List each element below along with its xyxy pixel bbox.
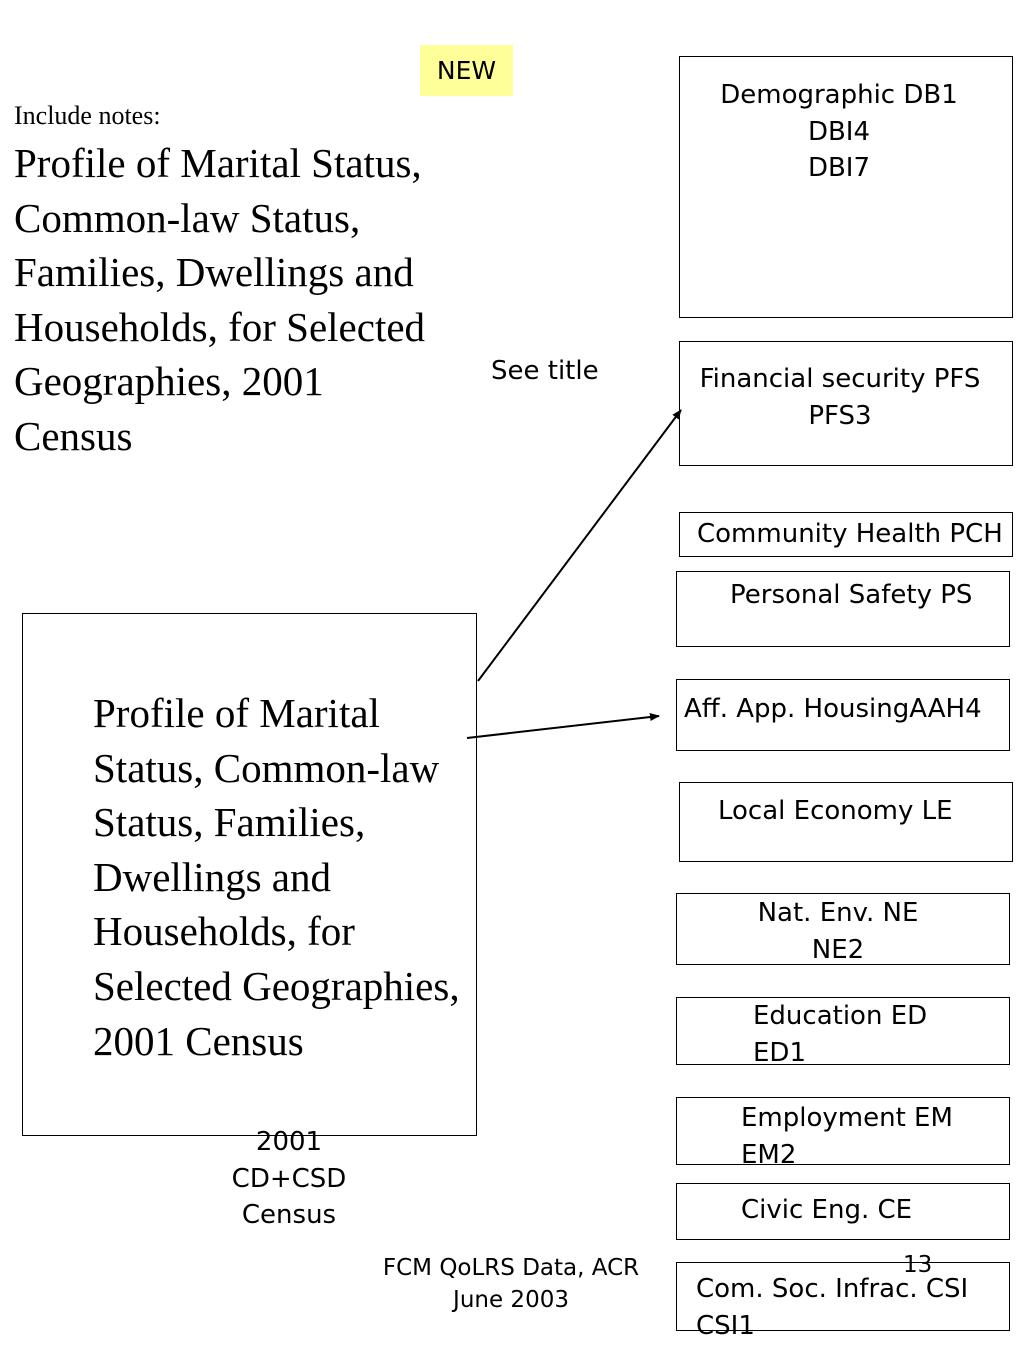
see-title-annotation: See title xyxy=(491,356,599,386)
category-line: Community Health PCH xyxy=(697,519,1003,549)
category-line: Local Economy LE xyxy=(718,796,953,826)
footer-line: June 2003 xyxy=(453,1287,569,1313)
arrow-to-financial-security xyxy=(478,410,681,681)
include-notes-label: Include notes: xyxy=(14,101,161,130)
census-note-line: CD+CSD xyxy=(231,1163,347,1194)
category-line: DBI4 xyxy=(807,116,871,147)
category-line: ED1 xyxy=(753,1037,806,1068)
arrow-to-housing xyxy=(467,716,659,738)
category-line: Employment EM xyxy=(741,1103,953,1133)
category-line: Nat. Env. NE xyxy=(757,898,919,928)
category-line: Education ED xyxy=(753,1001,928,1031)
census-note-line: Census xyxy=(241,1200,337,1230)
category-line: CSI1 xyxy=(696,1310,755,1341)
category-line: EM2 xyxy=(741,1139,797,1170)
category-line: PFS3 xyxy=(808,400,872,431)
category-line: Financial security PFS xyxy=(699,364,981,394)
footer-line: FCM QoLRS Data, ACR xyxy=(382,1255,640,1281)
category-line: Demographic DB1 xyxy=(720,80,958,110)
category-line: Aff. App. HousingAAH4 xyxy=(684,694,982,724)
main-profile-box-text: Profile of Marital Status, Common-law Status, Families, Dwellings and Households, for Selected Geographies, 2001 Census xyxy=(93,690,460,1064)
category-line: Personal Safety PS xyxy=(730,580,973,610)
category-line: DBI7 xyxy=(807,153,871,183)
category-line: Com. Soc. Infrac. CSI xyxy=(696,1274,969,1304)
census-note-line: 2001 xyxy=(255,1127,323,1157)
category-line: Civic Eng. CE xyxy=(741,1195,913,1225)
notes-title: Profile of Marital Status, Common-law Status, Families, Dwellings and Households, for Selected Geographies, 2001 Census xyxy=(14,140,426,459)
page-number: 13 xyxy=(903,1252,933,1278)
new-badge: NEW xyxy=(420,45,513,96)
category-line: NE2 xyxy=(811,934,865,965)
